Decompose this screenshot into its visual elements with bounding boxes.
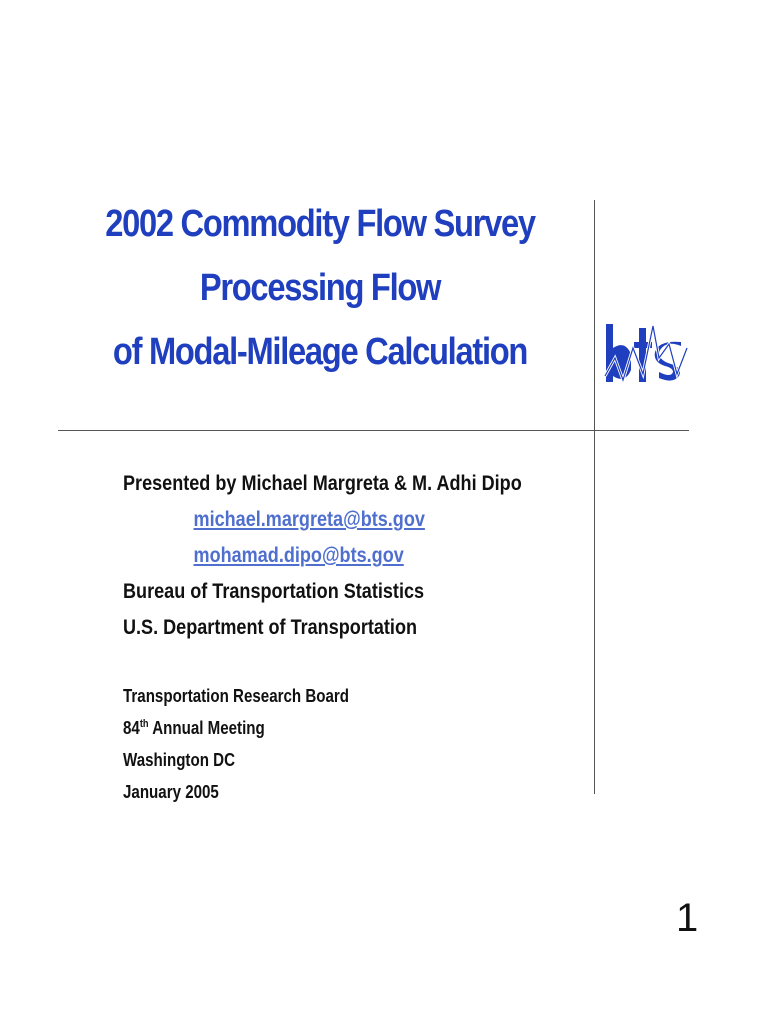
meeting-ordinal-suffix: th: [139, 718, 149, 730]
presenter-block: [123, 466, 522, 646]
horizontal-divider: [58, 430, 689, 431]
department: U.S. Department of Transportation: [123, 616, 418, 639]
meeting-ordinal: 84: [123, 718, 140, 738]
meeting-location: Washington DC: [123, 750, 235, 770]
meeting-board: Transportation Research Board: [123, 686, 350, 706]
meeting-date: January 2005: [123, 782, 219, 802]
page-number: 1: [676, 896, 699, 940]
meeting-block: [123, 680, 349, 808]
email-link-dipo[interactable]: mohamad.dipo@bts.gov: [193, 544, 404, 567]
title-line-1: 2002 Commodity Flow Survey: [105, 203, 535, 245]
meeting-name-text: Annual Meeting: [152, 718, 265, 738]
meeting-name: [123, 712, 349, 744]
presenters-line: Presented by Michael Margreta & M. Adhi Dipo: [123, 472, 522, 495]
vertical-divider: [594, 200, 595, 794]
bts-logo: [603, 318, 691, 390]
title-line-2: Processing Flow: [199, 267, 441, 309]
organization: Bureau of Transportation Statistics: [123, 580, 425, 603]
email-link-margreta[interactable]: michael.margreta@bts.gov: [193, 508, 425, 531]
title-line-3: of Modal-Mileage Calculation: [112, 331, 528, 373]
slide-title: [96, 192, 543, 384]
